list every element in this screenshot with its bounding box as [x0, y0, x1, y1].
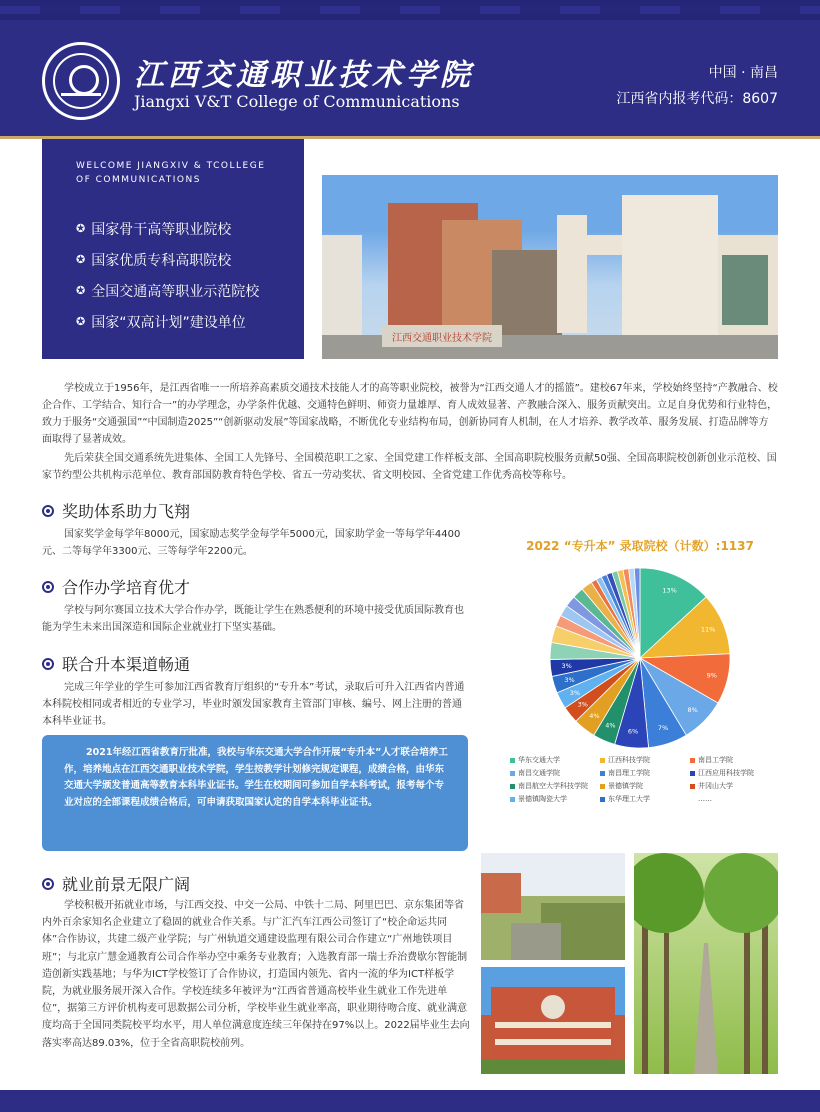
legend-item: [600, 755, 690, 765]
gate-sign: 江西交通职业技术学院: [392, 333, 492, 344]
legend-swatch: [510, 797, 515, 802]
pie-chart: [490, 530, 790, 820]
list-item: ✪ 全国交通高等职业示范院校: [76, 283, 260, 300]
welcome-text: WELCOME JIANGXIV & TCOLLEGE OF COMMUNICATIONS: [76, 161, 266, 185]
circle-icon: [42, 658, 54, 670]
slice-label: 3%: [577, 700, 588, 709]
slice-label: 13%: [662, 586, 677, 595]
legend-swatch: [510, 758, 515, 763]
campus-photo: [481, 853, 625, 960]
star-icon: ✪: [76, 253, 86, 266]
legend-swatch: [600, 797, 605, 802]
legend-label: 景德镇陶瓷大学: [518, 795, 567, 803]
legend-item: [510, 794, 600, 804]
legend-swatch: [690, 771, 695, 776]
intro-text: 学校成立于1956年，是江西省唯一一所培养高素质交通技术技能人才的高等职业院校，被誉为“江西交通人才的摇篮”。建校67年来，学校始终坚持“产教融合、校企合作、工学结合、知行合一”的办学理念，办学条件优越、交通特色鲜明、师资力量雄厚、育人成效显著、产教融合深入、服务贡献突出。立足自身优势和行业特色，致力于服务“交通强国”“中国制造2025”“创新驱动发展”等国家战略，不断优化专业结构布局，创新协同育人机制，在人才培养、教学改革、服务发展、打造品牌等方面取得了显著成效。 先后荣获全国交通系统先进集体、全国工人先锋号、全国模范职工之家、全国党建工作样板支部、全国高职院校服务贡献50强、全国高职院校创新创业示范校、国家节约型公共机构示范单位、教育部国防教育特色学校、省五一劳动奖状、省文明校园、全省党建工作优秀高校等称号。: [42, 383, 778, 481]
legend-swatch: [690, 784, 695, 789]
tree-lined-road-photo: [634, 853, 778, 1074]
slice-label: 4%: [589, 712, 600, 721]
section-text: 完成三年学业的学生可参加江西省教育厅组织的“专升本”考试，录取后可升入江西省内普通本科院校相同或者相近的专业学习，毕业时颁发国家教育主管部门审核、编号、网上注册的普通本科毕业证书。: [42, 682, 465, 727]
college-logo: [42, 42, 120, 120]
location: 中国 · 南昌: [708, 65, 778, 81]
legend-item: [690, 794, 780, 804]
slice-label: 4%: [605, 721, 616, 730]
legend-swatch: [510, 784, 515, 789]
legend-label: 井冈山大学: [698, 782, 733, 790]
chart-title: 2022 “专升本” 录取院校（计数）:1137: [526, 539, 754, 553]
legend-item: [510, 755, 600, 765]
slice-label: 11%: [700, 625, 716, 634]
section-title: 奖助体系助力飞翔: [42, 499, 190, 522]
legend-swatch: [690, 797, 695, 802]
legend-item: [510, 768, 600, 778]
legend-item: [690, 768, 780, 778]
college-name-cn: 江西交通职业技术学院: [134, 58, 474, 93]
section-text: 学校与阿尔赛国立技术大学合作办学，既能让学生在熟悉便利的环境中接受优质国际教育也能为学生未来出国深造和国际企业就业打下坚实基础。: [42, 605, 464, 633]
welcome-box: [42, 139, 304, 359]
legend-item: [600, 794, 690, 804]
legend-item: [690, 781, 780, 791]
legend-label: ……: [698, 795, 712, 803]
legend-label: 江西科技学院: [608, 756, 650, 764]
legend-item: [510, 781, 600, 791]
star-icon: ✪: [76, 222, 86, 235]
info-box: 2021年经江西省教育厅批准，我校与华东交通大学合作开展“专升本”人才联合培养工作，培养地点在江西交通职业技术学院，学生按教学计划修完规定课程，成绩合格，由华东交通大学颁发普通高等教育本科毕业证书。学生在校期间可参加自学本科考试，报考每个专业对应的全部课程成绩合格后，可申请获取国家认定的自学本科毕业证书。: [42, 735, 468, 851]
legend-label: 南昌理工学院: [608, 769, 650, 777]
college-name-en: Jiangxi V&T College of Communications: [134, 92, 460, 111]
legend-label: 江西应用科技学院: [698, 769, 754, 777]
header: [0, 0, 820, 136]
slice-label: 6%: [627, 727, 639, 736]
list-item: ✪ 国家“双高计划”建设单位: [76, 314, 246, 331]
campus-building-photo: [481, 967, 625, 1074]
legend-item: [690, 755, 780, 765]
header-pattern: [0, 0, 820, 20]
circle-icon: [42, 878, 54, 890]
exam-code: 江西省内报考代码：8607: [616, 91, 778, 107]
pie-svg: [490, 550, 790, 775]
legend-label: 华东交通大学: [518, 756, 560, 764]
circle-icon: [42, 581, 54, 593]
slice-label: 3%: [561, 662, 572, 671]
section-text: 国家奖学金每学年8000元，国家励志奖学金每学年5000元，国家助学金一等每学年4400元、二等每学年3300元、三等每学年2200元。: [42, 529, 461, 557]
legend-swatch: [510, 771, 515, 776]
slice-label: 9%: [706, 671, 717, 680]
legend-swatch: [600, 771, 605, 776]
list-item: ✪ 国家骨干高等职业院校: [76, 221, 232, 238]
slice-label: 7%: [657, 724, 669, 733]
slice-label: 3%: [564, 675, 575, 684]
section-text: 学校积极开拓就业市场，与江西交投、中交一公局、中铁十二局、阿里巴巴、京东集团等省内外百余家知名企业建立了稳固的就业合作关系。与广汇汽车江西公司签订了“校企命运共同体”合作协议，共建二级产业学院；与广州轨道交通建设监理有限公司合作建立“广州地铁项目班”；与北京广慧金通教育公司合作举办空中乘务专业教育；入选教育部一瑞士乔治费歇尔智能制造创新实践基地；与华为ICT学校签订了合作协议，打造国内领先、省内一流的华为ICT样板学院，为就业服务展开深入合作。学校连续多年被评为“江西省普通高校毕业生就业工作先进单位”，据第三方评价机构麦可思数据公司分析，学校毕业生就业率高，职业期待吻合度、就业满意度均高于全国同类院校平均水平，用人单位满意度连续三年保持在97%以上。2022届毕业生去向落实率高达89.03%，位于全省高职院校前列。: [42, 900, 470, 1049]
star-icon: ✪: [76, 315, 86, 328]
legend-label: 南昌工学院: [698, 756, 733, 764]
legend-label: 景德镇学院: [608, 782, 643, 790]
slice-label: 3%: [569, 688, 581, 697]
legend-swatch: [600, 758, 605, 763]
star-icon: ✪: [76, 284, 86, 297]
chart-legend: [510, 755, 780, 804]
legend-label: 东华理工大学: [608, 795, 650, 803]
legend-item: [600, 781, 690, 791]
legend-swatch: [600, 784, 605, 789]
list-item: ✪ 国家优质专科高职院校: [76, 252, 232, 269]
legend-item: [600, 768, 690, 778]
circle-icon: [42, 505, 54, 517]
slice-label: 8%: [687, 705, 698, 714]
honor-list: [76, 213, 304, 337]
legend-swatch: [690, 758, 695, 763]
section-title: 合作办学培育优才: [42, 575, 190, 598]
campus-gate-photo: [322, 175, 778, 359]
footer-bar: [0, 1090, 820, 1112]
legend-label: 南昌交通学院: [518, 769, 560, 777]
section-title: 就业前景无限广阔: [42, 872, 190, 895]
section-title: 联合升本渠道畅通: [42, 652, 190, 675]
legend-label: 南昌航空大学科技学院: [518, 782, 588, 790]
